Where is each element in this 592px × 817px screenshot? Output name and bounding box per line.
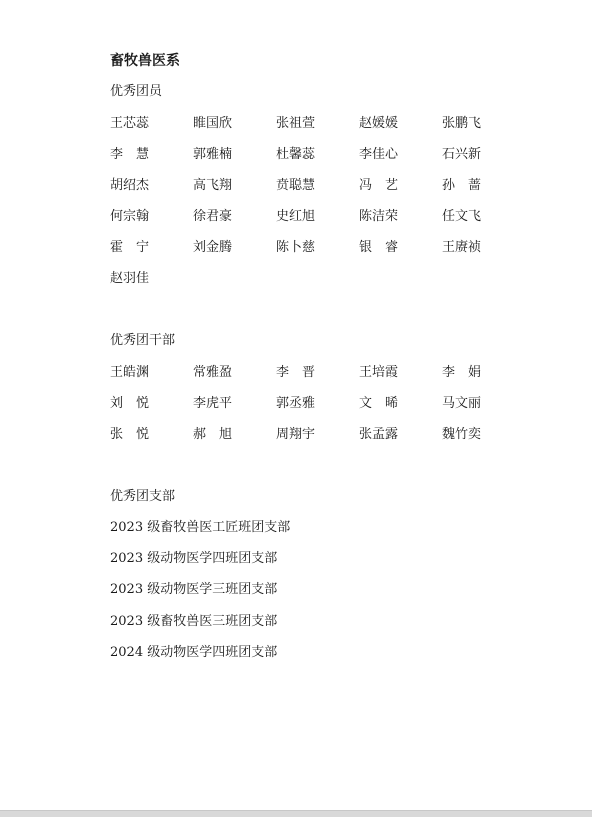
excellent-cadres-title: 优秀团干部 [110,333,176,348]
name-row [110,115,510,146]
member-name: 银 睿 [359,240,399,255]
member-name: 王芯蕊 [110,116,150,131]
member-name: 杜馨蕊 [276,147,316,162]
member-name: 徐君豪 [193,209,233,224]
department-heading: 畜牧兽医系 [110,53,180,69]
member-name: 李 慧 [110,147,150,162]
name-row [110,239,510,270]
branch-item: 2024 级动物医学四班团支部 [110,644,278,660]
excellent-members-list [110,115,510,301]
cadre-name: 李 娟 [442,365,482,380]
member-name: 何宗翰 [110,209,150,224]
cadre-name: 张孟露 [359,427,399,442]
member-name: 张祖萱 [276,116,316,131]
member-name: 刘金腾 [193,240,233,255]
member-name: 高飞翔 [193,178,233,193]
member-name: 贲聪慧 [276,178,316,193]
excellent-branches-list [110,519,290,675]
branch-item: 2023 级动物医学四班团支部 [110,551,278,567]
cadre-name: 张 悦 [110,427,150,442]
name-row [110,395,510,426]
cadre-name: 魏竹奕 [442,427,482,442]
name-row [110,146,510,177]
member-name: 陈卜慈 [276,240,316,255]
member-name: 王赓祯 [442,240,482,255]
member-name: 睢国欣 [193,116,233,131]
member-name: 郭雅楠 [193,147,233,162]
member-name: 胡绍杰 [110,178,150,193]
member-name: 史红旭 [276,209,316,224]
cadre-name: 王培霞 [359,365,399,380]
member-name: 赵媛媛 [359,116,399,131]
branch-item: 2023 级畜牧兽医三班团支部 [110,613,278,629]
member-name: 张鹏飞 [442,116,482,131]
cadre-name: 马文丽 [442,396,482,411]
excellent-branches-title: 优秀团支部 [110,489,176,504]
member-name: 冯 艺 [359,178,399,193]
cadre-name: 王皓渊 [110,365,150,380]
member-name: 陈洁荣 [359,209,399,224]
member-name: 孙 蔷 [442,178,482,193]
cadre-name: 文 晞 [359,396,399,411]
cadre-name: 常雅盈 [193,365,233,380]
branch-item: 2023 级畜牧兽医工匠班团支部 [110,520,291,535]
member-name: 任文飞 [442,209,482,224]
branch-item: 2023 级动物医学三班团支部 [110,582,278,598]
excellent-cadres-list [110,364,510,457]
member-name: 石兴新 [442,147,482,162]
name-row [110,177,510,208]
cadre-name: 李虎平 [193,396,233,411]
name-row [110,364,510,395]
cadre-name: 周翔宇 [276,427,316,442]
cadre-name: 刘 悦 [110,396,150,411]
name-row [110,270,510,301]
cadre-name: 郝 旭 [193,427,233,442]
member-name: 李佳心 [359,147,399,162]
name-row [110,426,510,457]
cadre-name: 郭丞雅 [276,396,316,411]
member-name: 霍 宁 [110,240,150,255]
cadre-name: 李 晋 [276,365,316,380]
name-row [110,208,510,239]
excellent-members-title: 优秀团员 [110,84,163,99]
member-name: 赵羽佳 [110,271,150,286]
